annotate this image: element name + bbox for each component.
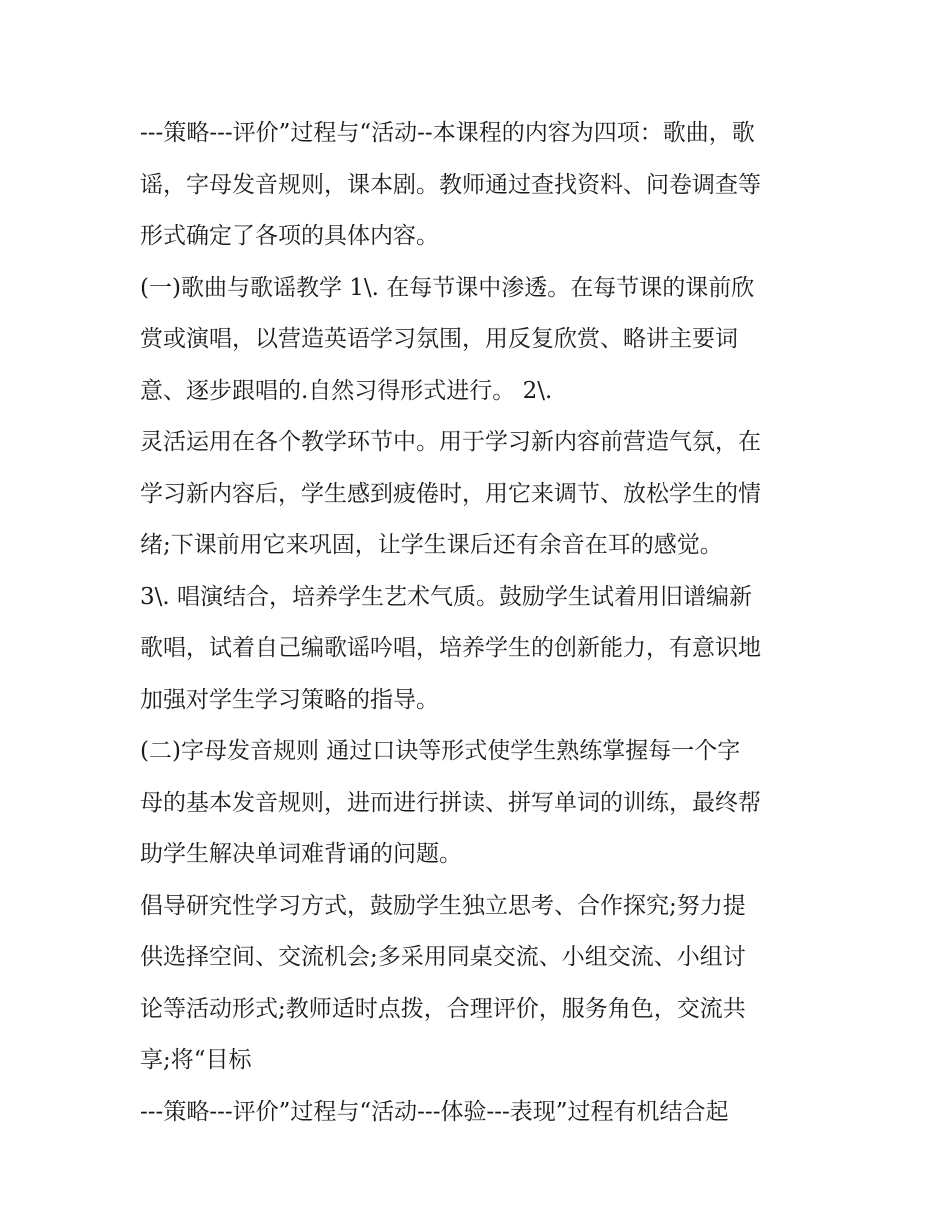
text-line: 歌唱，试着自己编歌谣吟唱，培养学生的创新能力，有意识地 (140, 635, 761, 661)
text-line: 学习新内容后，学生感到疲倦时，用它来调节、放松学生的情 (140, 480, 761, 507)
text-line: ---策略---评价”过程与“活动--本课程的内容为四项：歌曲，歌 (140, 120, 755, 146)
text-line: 3\. 唱演结合，培养学生艺术气质。鼓励学生试着用旧谱编新 (140, 583, 753, 610)
text-line: 赏或演唱，以营造英语学习氛围，用反复欣赏、略讲主要词 (140, 326, 738, 352)
text-line: 倡导研究性学习方式，鼓励学生独立思考、合作探究;努力提 (140, 892, 746, 919)
text-line: 供选择空间、交流机会;多采用同桌交流、小组交流、小组讨 (140, 944, 746, 970)
text-line: ---策略---评价”过程与“活动---体验---表现”过程有机结合起 (140, 1098, 729, 1125)
text-line: 享;将“目标 (140, 1047, 252, 1073)
text-line: 意、逐步跟唱的.自然习得形式进行。 2\. (140, 377, 553, 404)
text-line: (二)字母发音规则 通过口诀等形式使学生熟练掌握每一个字 (140, 738, 741, 764)
text-line: 助学生解决单词难背诵的问题。 (140, 841, 462, 867)
text-line: 谣，字母发音规则，课本剧。教师通过查找资料、问卷调查等 (140, 171, 761, 198)
text-line: 论等活动形式;教师适时点拨，合理评价，服务角色，交流共 (140, 995, 746, 1022)
text-line: 形式确定了各项的具体内容。 (140, 223, 439, 249)
text-line: 灵活运用在各个教学环节中。用于学习新内容前营造气氛，在 (140, 429, 761, 455)
text-line: 加强对学生学习策略的指导。 (140, 686, 439, 713)
text-line: 绪;下课前用它来巩固，让学生课后还有余音在耳的感觉。 (140, 532, 723, 558)
document-body (140, 108, 820, 1138)
text-line: (一)歌曲与歌谣教学 1\. 在每节课中渗透。在每节课的课前欣 (140, 274, 755, 301)
text-line: 母的基本发音规则，进而进行拼读、拼写单词的训练，最终帮 (140, 789, 761, 816)
